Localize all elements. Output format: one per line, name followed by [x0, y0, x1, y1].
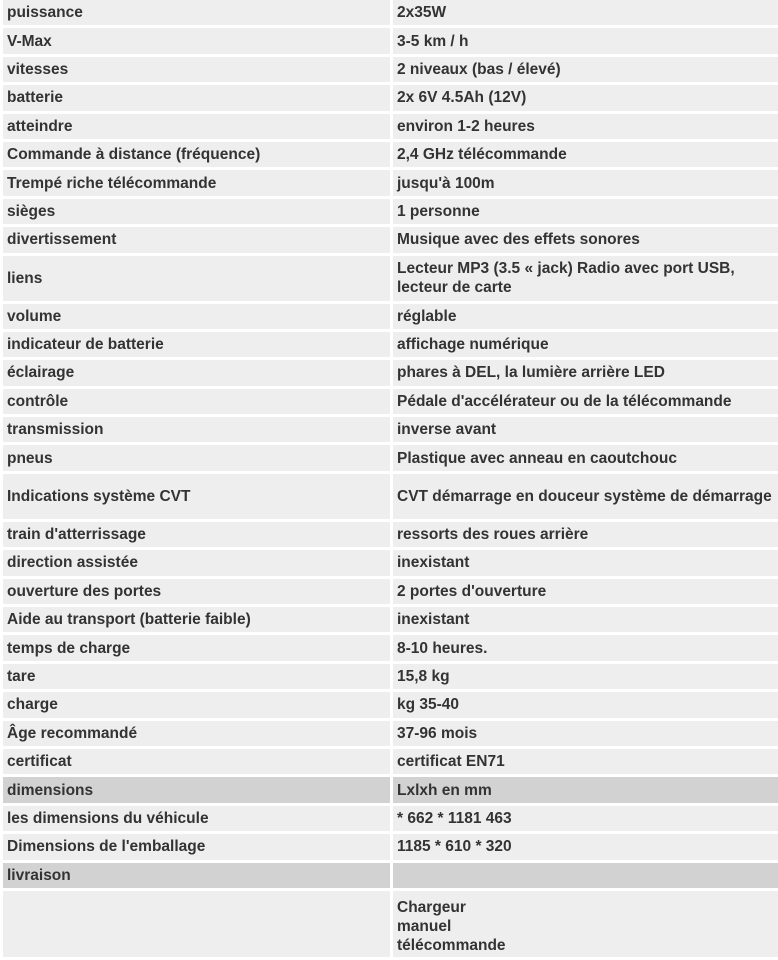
- spec-label: charge: [3, 692, 390, 717]
- spec-value: * 662 * 1181 463: [393, 806, 778, 831]
- spec-value: inverse avant: [393, 417, 778, 442]
- spec-value: 1 personne: [393, 199, 778, 224]
- spec-value: Pédale d'accélérateur ou de la télécommande: [393, 389, 778, 414]
- delivery-item: manuel: [397, 917, 452, 935]
- spec-label: les dimensions du véhicule: [3, 806, 390, 831]
- spec-label: train d'atterrissage: [3, 522, 390, 547]
- spec-value: inexistant: [393, 607, 778, 632]
- spec-value: CVT démarrage en douceur système de démarrage: [393, 474, 778, 519]
- spec-row: [3, 304, 778, 329]
- spec-value: Musique avec des effets sonores: [393, 227, 778, 252]
- spec-value: jusqu'à 100m: [393, 170, 778, 195]
- spec-label: puissance: [3, 0, 390, 25]
- spec-label: liens: [3, 256, 390, 301]
- spec-label: sièges: [3, 199, 390, 224]
- spec-label: atteindre: [3, 114, 390, 139]
- spec-label: V-Max: [3, 28, 390, 53]
- spec-row: [3, 607, 778, 632]
- spec-label: Dimensions de l'emballage: [3, 834, 390, 859]
- spec-label: ouverture des portes: [3, 579, 390, 604]
- delivery-items: [393, 891, 778, 957]
- spec-value: Lecteur MP3 (3.5 « jack) Radio avec port USB, lecteur de carte: [393, 256, 778, 301]
- spec-row: [3, 550, 778, 575]
- spec-row: [3, 445, 778, 470]
- spec-label: Commande à distance (fréquence): [3, 142, 390, 167]
- spec-label: Trempé riche télécommande: [3, 170, 390, 195]
- spec-label: transmission: [3, 417, 390, 442]
- spec-label: éclairage: [3, 360, 390, 385]
- spec-value: phares à DEL, la lumière arrière LED: [393, 360, 778, 385]
- spec-value: 8-10 heures.: [393, 635, 778, 660]
- section-header-delivery: [3, 863, 778, 888]
- spec-label: divertissement: [3, 227, 390, 252]
- spec-label: temps de charge: [3, 635, 390, 660]
- spec-value: affichage numérique: [393, 332, 778, 357]
- spec-label: tare: [3, 664, 390, 689]
- spec-value: 2x 6V 4.5Ah (12V): [393, 85, 778, 110]
- spec-value: 2x35W: [393, 0, 778, 25]
- spec-value: 2,4 GHz télécommande: [393, 142, 778, 167]
- spec-row: [3, 721, 778, 746]
- spec-row: [3, 114, 778, 139]
- spec-row: [3, 142, 778, 167]
- spec-label: Indications système CVT: [3, 474, 390, 519]
- spec-row: [3, 360, 778, 385]
- spec-value: 2 niveaux (bas / élevé): [393, 57, 778, 82]
- section-value: Lxlxh en mm: [393, 777, 778, 802]
- section-label: dimensions: [3, 777, 390, 802]
- spec-row: [3, 389, 778, 414]
- spec-value: Plastique avec anneau en caoutchouc: [393, 445, 778, 470]
- spec-row: [3, 522, 778, 547]
- spec-row: [3, 749, 778, 774]
- section-value: [393, 863, 778, 888]
- spec-row: [3, 227, 778, 252]
- spec-value: 37-96 mois: [393, 721, 778, 746]
- spec-row: [3, 170, 778, 195]
- spec-row: [3, 692, 778, 717]
- spec-label: volume: [3, 304, 390, 329]
- spec-row: [3, 57, 778, 82]
- spec-value: kg 35-40: [393, 692, 778, 717]
- delivery-empty-cell: [3, 891, 390, 957]
- spec-value: inexistant: [393, 550, 778, 575]
- spec-value: 2 portes d'ouverture: [393, 579, 778, 604]
- spec-row: [3, 474, 778, 519]
- spec-value: ressorts des roues arrière: [393, 522, 778, 547]
- spec-label: batterie: [3, 85, 390, 110]
- spec-row: [3, 0, 778, 25]
- delivery-item: télécommande: [397, 936, 506, 954]
- spec-row: [3, 28, 778, 53]
- spec-value: certificat EN71: [393, 749, 778, 774]
- spec-label: Aide au transport (batterie faible): [3, 607, 390, 632]
- spec-value: 15,8 kg: [393, 664, 778, 689]
- section-label: livraison: [3, 863, 390, 888]
- spec-value: 1185 * 610 * 320: [393, 834, 778, 859]
- spec-value: réglable: [393, 304, 778, 329]
- section-header-dimensions: [3, 777, 778, 802]
- dimension-row: [3, 806, 778, 831]
- spec-row: [3, 635, 778, 660]
- spec-row: [3, 664, 778, 689]
- spec-row: [3, 256, 778, 301]
- spec-label: direction assistée: [3, 550, 390, 575]
- spec-value: environ 1-2 heures: [393, 114, 778, 139]
- spec-row: [3, 579, 778, 604]
- spec-label: indicateur de batterie: [3, 332, 390, 357]
- spec-row: [3, 332, 778, 357]
- spec-row: [3, 417, 778, 442]
- spec-label: vitesses: [3, 57, 390, 82]
- spec-label: Âge recommandé: [3, 721, 390, 746]
- spec-label: contrôle: [3, 389, 390, 414]
- spec-value: 3-5 km / h: [393, 28, 778, 53]
- delivery-row: [3, 891, 778, 957]
- dimension-row: [3, 834, 778, 859]
- spec-row: [3, 85, 778, 110]
- delivery-item: Chargeur: [397, 898, 466, 916]
- spec-label: certificat: [3, 749, 390, 774]
- spec-label: pneus: [3, 445, 390, 470]
- spec-row: [3, 199, 778, 224]
